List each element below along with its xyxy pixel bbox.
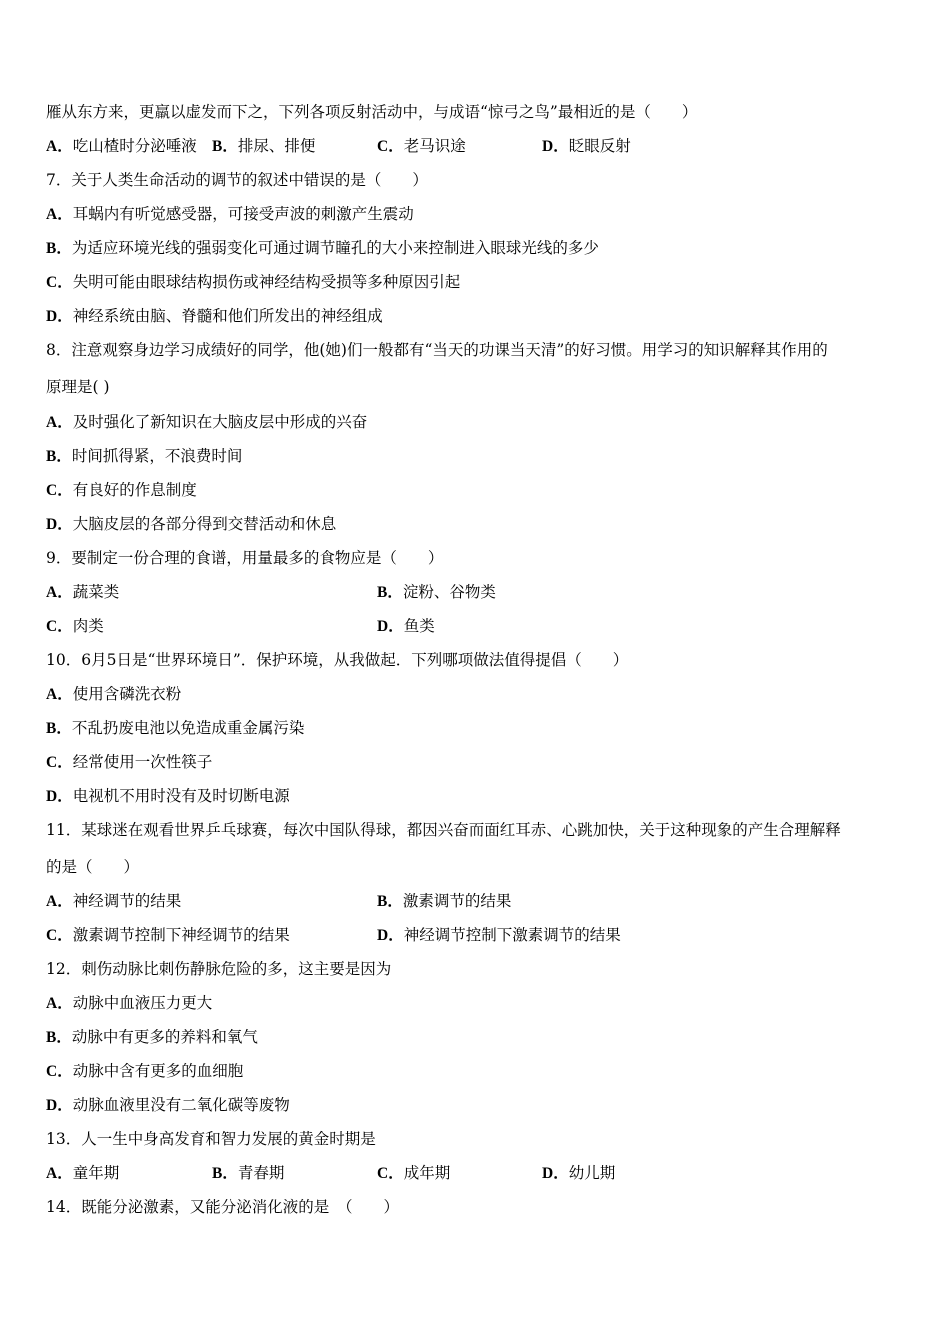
q8-stem-line1: 8．注意观察身边学习成绩好的同学，他(她)们一般都有“当天的功课当天清”的好习惯。用学习的知识解释其作用的 bbox=[46, 341, 828, 359]
q9-option-b: B．淀粉、谷物类 bbox=[377, 583, 496, 601]
q9-option-a: A．蔬菜类 bbox=[46, 583, 120, 601]
q7-option-d: D．神经系统由脑、脊髓和他们所发出的神经组成 bbox=[46, 307, 383, 325]
q9-option-c: C．肉类 bbox=[46, 617, 104, 635]
q9-option-d: D．鱼类 bbox=[377, 617, 435, 635]
q12-option-b: B．动脉中有更多的养料和氧气 bbox=[46, 1028, 258, 1046]
q6-option-d: D．眨眼反射 bbox=[542, 137, 631, 155]
q7-stem: 7．关于人类生命活动的调节的叙述中错误的是（ ） bbox=[46, 171, 428, 189]
q10-option-b: B．不乱扔废电池以免造成重金属污染 bbox=[46, 719, 305, 737]
q6-stem: 雁从东方来，更羸以虚发而下之，下列各项反射活动中，与成语“惊弓之鸟”最相近的是（ ） bbox=[46, 103, 698, 121]
q8-option-b: B．时间抓得紧，不浪费时间 bbox=[46, 447, 243, 465]
q7-option-b: B．为适应环境光线的强弱变化可通过调节瞳孔的大小来控制进入眼球光线的多少 bbox=[46, 239, 599, 257]
q6-option-b: B．排尿、排便 bbox=[212, 137, 316, 155]
q13-option-d: D．幼儿期 bbox=[542, 1164, 616, 1182]
q9-stem: 9．要制定一份合理的食谱，用量最多的食物应是（ ） bbox=[46, 549, 444, 567]
q11-option-c: C．激素调节控制下神经调节的结果 bbox=[46, 926, 290, 944]
q10-option-a: A．使用含磷洗衣粉 bbox=[46, 685, 182, 703]
q11-option-d: D．神经调节控制下激素调节的结果 bbox=[377, 926, 621, 944]
q8-option-c: C．有良好的作息制度 bbox=[46, 481, 197, 499]
q7-option-a: A．耳蜗内有听觉感受器，可接受声波的刺激产生震动 bbox=[46, 205, 414, 223]
q8-stem-line2: 原理是( ) bbox=[46, 378, 110, 396]
q10-option-d: D．电视机不用时没有及时切断电源 bbox=[46, 787, 290, 805]
q13-option-c: C．成年期 bbox=[377, 1164, 451, 1182]
q10-option-c: C．经常使用一次性筷子 bbox=[46, 753, 213, 771]
q10-stem: 10．6月5日是“世界环境日”．保护环境，从我做起．下列哪项做法值得提倡（ ） bbox=[46, 651, 629, 669]
q6-option-c: C．老马识途 bbox=[377, 137, 466, 155]
q12-option-a: A．动脉中血液压力更大 bbox=[46, 994, 213, 1012]
q8-option-d: D．大脑皮层的各部分得到交替活动和休息 bbox=[46, 515, 337, 533]
q11-stem-line1: 11．某球迷在观看世界乒乓球赛，每次中国队得球，都因兴奋而面红耳赤、心跳加快，关于这种现象的产生合理解释 bbox=[46, 821, 841, 839]
q12-option-d: D．动脉血液里没有二氧化碳等废物 bbox=[46, 1096, 290, 1114]
q8-option-a: A．及时强化了新知识在大脑皮层中形成的兴奋 bbox=[46, 413, 368, 431]
q11-option-b: B．激素调节的结果 bbox=[377, 892, 512, 910]
q11-stem-line2: 的是（ ） bbox=[46, 858, 140, 876]
q12-stem: 12．刺伤动脉比刺伤静脉危险的多，这主要是因为 bbox=[46, 960, 392, 978]
q13-option-b: B．青春期 bbox=[212, 1164, 285, 1182]
q14-stem: 14．既能分泌激素，又能分泌消化液的是 （ ） bbox=[46, 1198, 399, 1216]
q12-option-c: C．动脉中含有更多的血细胞 bbox=[46, 1062, 244, 1080]
q11-option-a: A．神经调节的结果 bbox=[46, 892, 182, 910]
q13-stem: 13．人一生中身高发育和智力发展的黄金时期是 bbox=[46, 1130, 376, 1148]
q7-option-c: C．失明可能由眼球结构损伤或神经结构受损等多种原因引起 bbox=[46, 273, 461, 291]
q13-option-a: A．童年期 bbox=[46, 1164, 120, 1182]
q6-option-a: A．吃山楂时分泌唾液 bbox=[46, 137, 197, 155]
